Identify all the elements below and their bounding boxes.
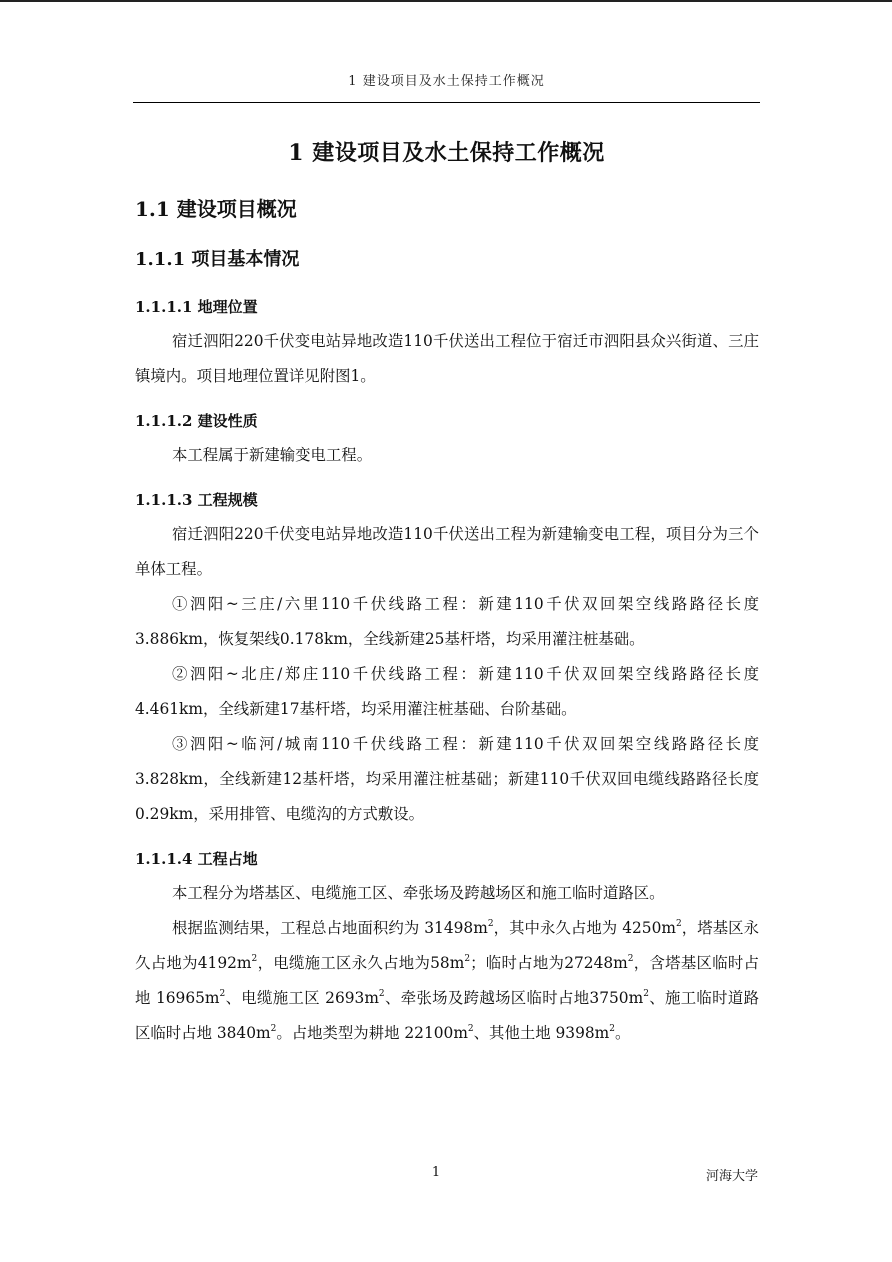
page-number: 1 [431,1165,441,1180]
header-rule [133,102,760,103]
paragraph-location: 宿迁泗阳220千伏变电站异地改造110千伏送出工程位于宿迁市泗阳县众兴街道、三庄镇境内。项目地理位置详见附图1。 [135,332,759,385]
running-header: 1 建设项目及水土保持工作概况 [348,74,545,89]
footer-institution: 河海大学 [705,1169,758,1184]
paragraph-scale-intro: 宿迁泗阳220千伏变电站异地改造110千伏送出工程为新建输变电工程，项目分为三个单体工程。 [135,525,759,578]
paragraph-land-zones: 本工程分为塔基区、电缆施工区、牵张场及跨越场区和施工临时道路区。 [172,884,665,902]
paragraph-land-area: 根据监测结果，工程总占地面积约为 $31498m^2$，其中永久占地为 $4250m^2$，塔基区永久占地为$4192m^2$，电缆施工区永久占地为$58m^2$；临时占地为$27248m^2$，含塔基区临时占地 $16965m^2$、电缆施工区 $2693m^2$、牵张场及跨越场区临时占地$3750m^2$、施工临时道路区临时占地 $3840m^2$。占地类型为耕地 $22100m^2$、其他土地 $9398m^2$。 [135,918,759,1042]
top-border-rule [0,0,892,2]
section-heading: 1.1 建设项目概况 [135,197,297,221]
paragraph-line-3: ③泗阳~临河/城南110千伏线路工程：新建110千伏双回架空线路路径长度3.828km，全线新建12基杆塔，均采用灌注桩基础；新建110千伏双回电缆线路路径长度0.29km，采用排管、电缆沟的方式敷设。 [135,735,759,823]
paragraph-line-1: ①泗阳~三庄/六里110千伏线路工程：新建110千伏双回架空线路路径长度3.886km，恢复架线0.178km，全线新建25基杆塔，均采用灌注桩基础。 [135,595,759,648]
paragraph-nature: 本工程属于新建输变电工程。 [172,446,373,464]
subsection-heading: 1.1.1 项目基本情况 [135,249,300,270]
paragraph-line-2: ②泗阳~北庄/郑庄110千伏线路工程：新建110千伏双回架空线路路径长度4.461km，全线新建17基杆塔，均采用灌注桩基础、台阶基础。 [135,665,759,718]
heading-scale: 1.1.1.3 工程规模 [135,491,258,509]
chapter-title: 1 建设项目及水土保持工作概况 [288,140,605,166]
heading-location: 1.1.1.1 地理位置 [135,298,258,316]
heading-nature: 1.1.1.2 建设性质 [135,412,258,430]
heading-land-use: 1.1.1.4 工程占地 [135,850,258,868]
